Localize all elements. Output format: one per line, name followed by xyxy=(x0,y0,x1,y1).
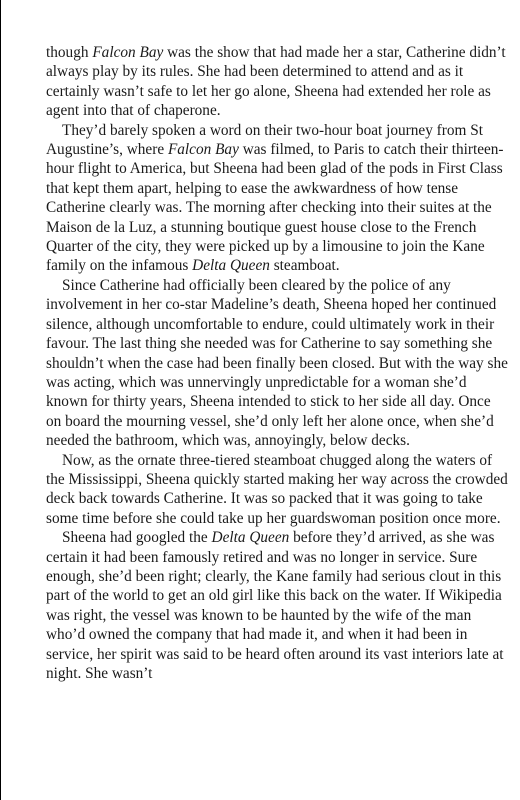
text-run: Sheena had googled the xyxy=(62,529,212,547)
text-run: was the show that had made her a star, Catherine didn’t always play by its rules. She had been determined to attend and as it certainly wasn’t safe to let her go alone, Sheena had extended her role as agent into that of chaperone. xyxy=(46,44,506,120)
italic-title: Delta Queen xyxy=(192,257,270,275)
text-run: Since Catherine had officially been cleared by the police of any involvement in her co-star Madeline’s death, Sheena hoped her continued silence, although uncomfortable to endure, could ultimately work in their favour. The last thing she needed was for Catherine to say something she shouldn’t when the case had been finally been closed. But with the way she was acting, which was unnervingly unpredictable for a woman she’d known for thirty years, Sheena intended to stick to her side all day. Once on board the mourning vessel, she’d only left her alone once, when she’d needed the bathroom, which was, annoyingly, below decks. xyxy=(46,276,508,450)
text-run: steamboat. xyxy=(269,257,340,275)
text-run: was filmed, to Paris to catch their thirteen-hour flight to America, but Sheena had been glad of the pods in First Class that kept them apart, helping to ease the awkwardness of how tense Catherine clearly was. The morning after checking into their suites at the Maison de la Luz, a stunning boutique guest house close to the French Quarter of the city, they were picked up by a limousine to join the Kane family on the infamous xyxy=(46,141,504,275)
paragraph-5 xyxy=(46,528,508,683)
text-run: They’d barely spoken a word on their two-hour boat journey from St Augustine’s, where xyxy=(46,121,483,159)
paragraph-4 xyxy=(46,451,508,529)
paragraph-1 xyxy=(46,43,508,121)
text-run: though xyxy=(46,44,93,61)
paragraph-2 xyxy=(46,121,508,276)
book-page-body xyxy=(46,43,508,683)
italic-title: Delta Queen xyxy=(211,529,290,547)
italic-title: Falcon Bay xyxy=(167,141,239,159)
text-run: Now, as the ornate three-tiered steamboat chugged along the waters of the Mississippi, Sheena quickly started making her way across the crowded deck back towards Catherine. It was so packed that it was going to take some time before she could take up her guardswoman position once more. xyxy=(46,451,508,527)
italic-title: Falcon Bay xyxy=(92,44,164,61)
page-edge-rule xyxy=(0,0,1,800)
text-run: before they’d arrived, as she was certain it had been famously retired and was no longer in service. Sure enough, she’d been right; clearly, the Kane family had serious clout in this part of the world to get an old girl like this back on the water. If Wikipedia was right, the vessel was known to be haunted by the wife of the man who’d owned the company that had made it, and when it had been in service, her spirit was said to be heard often around its vast interiors late at night. She wasn’t xyxy=(46,529,504,682)
paragraph-3 xyxy=(46,276,508,451)
